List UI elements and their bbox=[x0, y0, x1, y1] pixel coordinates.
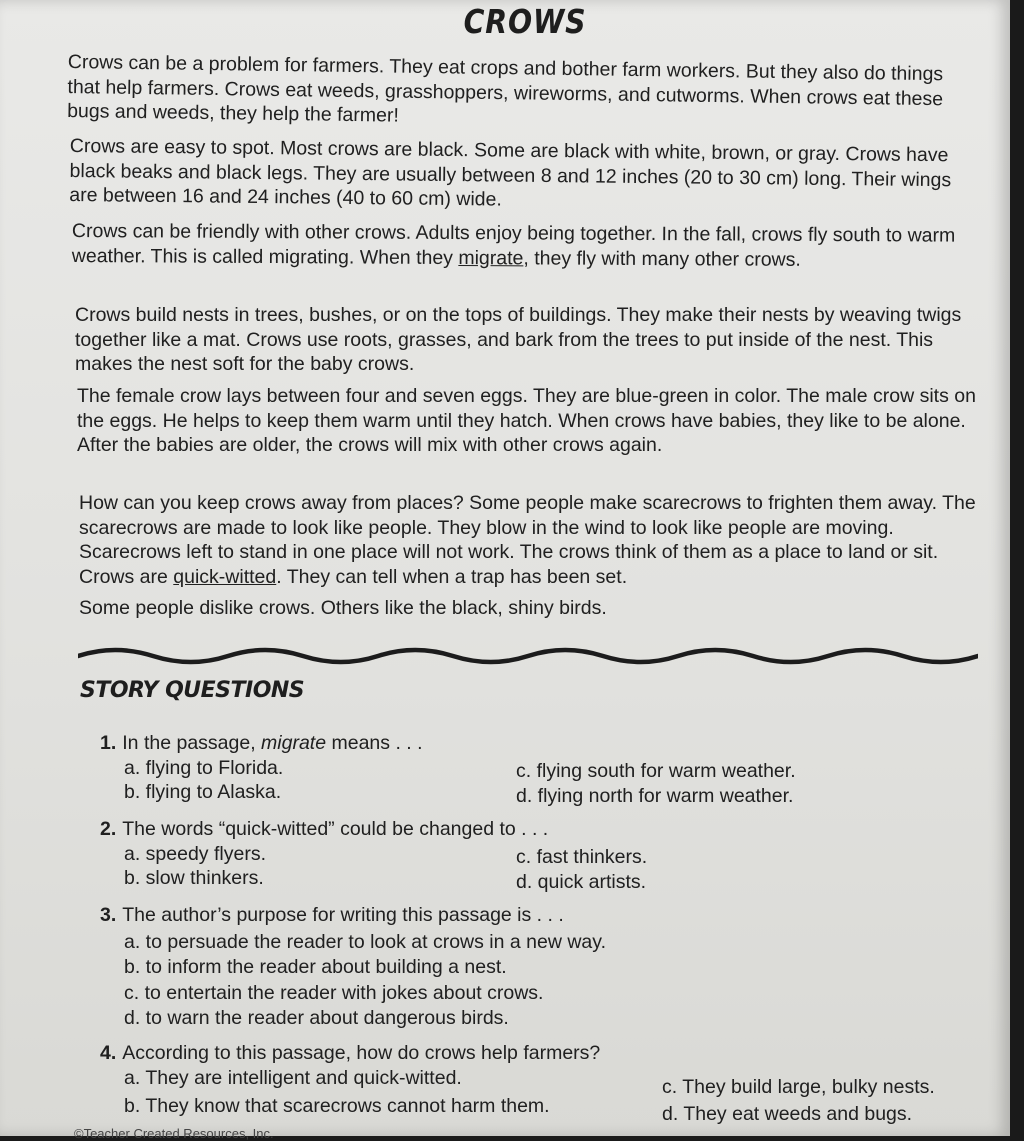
p6-text-end: . They can tell when a trap has been set. bbox=[276, 565, 628, 588]
passage-paragraph-6 bbox=[79, 491, 984, 589]
q2-option-b[interactable]: b. slow thinkers. bbox=[124, 867, 264, 889]
question-2 bbox=[100, 817, 548, 842]
question-stem: The words “quick-witted” could be changed to . . . bbox=[122, 818, 549, 840]
q2-option-a[interactable]: a. speedy flyers. bbox=[124, 843, 266, 865]
q3-option-b[interactable]: b. to inform the reader about building a nest. bbox=[124, 956, 507, 978]
question-4 bbox=[100, 1041, 600, 1066]
q4-option-c[interactable]: c. They build large, bulky nests. bbox=[662, 1076, 935, 1098]
question-stem-end: means . . . bbox=[326, 732, 423, 754]
story-questions-heading: STORY QUESTIONS bbox=[80, 678, 305, 703]
q1-option-a[interactable]: a. flying to Florida. bbox=[124, 757, 284, 779]
question-number: 1. bbox=[100, 732, 117, 754]
question-stem-italic-word: migrate bbox=[261, 732, 327, 754]
underlined-word-migrate: migrate bbox=[458, 246, 524, 269]
q2-option-d[interactable]: d. quick artists. bbox=[516, 871, 647, 893]
question-number: 3. bbox=[100, 904, 117, 926]
wavy-divider-line bbox=[78, 644, 978, 668]
passage-paragraph-4: Crows build nests in trees, bushes, or on the tops of buildings. They make their nests by weaving twigs together like a mat. Crows use roots, grasses, and bark from the trees to put inside of the nest. This makes the nest soft for the baby crows. bbox=[75, 304, 962, 375]
q4-option-b[interactable]: b. They know that scarecrows cannot harm them. bbox=[124, 1095, 550, 1117]
p6-text-start: How can you keep crows away from places? Some people make scarecrows to frighten them away. The scarecrows are made to look like people. They blow in the wind to look like people are moving. Scarecrows left to stand in one place will not work. The crows think of them as a place to land or sit. Crows are bbox=[79, 492, 976, 588]
question-stem: According to this passage, how do crows help farmers? bbox=[122, 1042, 601, 1064]
question-1 bbox=[100, 731, 423, 756]
question-3 bbox=[100, 903, 564, 928]
passage-paragraph-1: Crows can be a problem for farmers. They eat crops and bother farm workers. But they also do things that help farmers. Crows eat weeds, grasshoppers, wireworms, and cutworms. When crows eat these bugs and weeds, they help the farmer! bbox=[66, 50, 944, 127]
underlined-word-quick-witted: quick-witted bbox=[173, 565, 277, 588]
q3-option-d[interactable]: d. to warn the reader about dangerous birds. bbox=[124, 1007, 509, 1029]
question-stem-start: In the passage, bbox=[122, 732, 262, 754]
q2-option-c[interactable]: c. fast thinkers. bbox=[516, 846, 648, 868]
q1-option-b[interactable]: b. flying to Alaska. bbox=[124, 781, 282, 803]
passage-paragraph-2: Crows are easy to spot. Most crows are black. Some are black with white, brown, or gray. Crows have black beaks and black legs. They are usually between 8 and 12 inches (20 to 30 cm) long. Their wings are between 16 and 24 inches (40 to 60 cm) wide. bbox=[69, 134, 952, 211]
copyright-footer: ©Teacher Created Resources, Inc. bbox=[74, 1126, 274, 1141]
q4-option-d[interactable]: d. They eat weeds and bugs. bbox=[662, 1103, 913, 1125]
question-stem: The author’s purpose for writing this passage is . . . bbox=[122, 904, 564, 926]
passage-paragraph-3 bbox=[72, 219, 977, 273]
passage-paragraph-7: Some people dislike crows. Others like the black, shiny birds. bbox=[79, 597, 607, 619]
q3-option-c[interactable]: c. to entertain the reader with jokes about crows. bbox=[124, 982, 544, 1004]
page-title: CROWS bbox=[463, 2, 587, 41]
q3-option-a[interactable]: a. to persuade the reader to look at crows in a new way. bbox=[124, 931, 606, 953]
question-number: 4. bbox=[100, 1042, 117, 1064]
q4-option-a[interactable]: a. They are intelligent and quick-witted. bbox=[124, 1067, 462, 1089]
q1-option-c[interactable]: c. flying south for warm weather. bbox=[516, 760, 796, 782]
p3-text-start: Crows can be friendly with other crows. Adults enjoy being together. In the fall, crows fly south to warm weather. This is called migrating. When they bbox=[71, 219, 956, 269]
p3-text-end: , they fly with many other crows. bbox=[523, 246, 801, 271]
question-number: 2. bbox=[100, 818, 117, 840]
q1-option-d[interactable]: d. flying north for warm weather. bbox=[516, 785, 794, 807]
passage-paragraph-5: The female crow lays between four and seven eggs. They are blue-green in color. The male crow sits on the eggs. He helps to keep them warm until they hatch. When crows have babies, they like to be alone. After the babies are older, the crows will mix with other crows again. bbox=[77, 385, 976, 456]
